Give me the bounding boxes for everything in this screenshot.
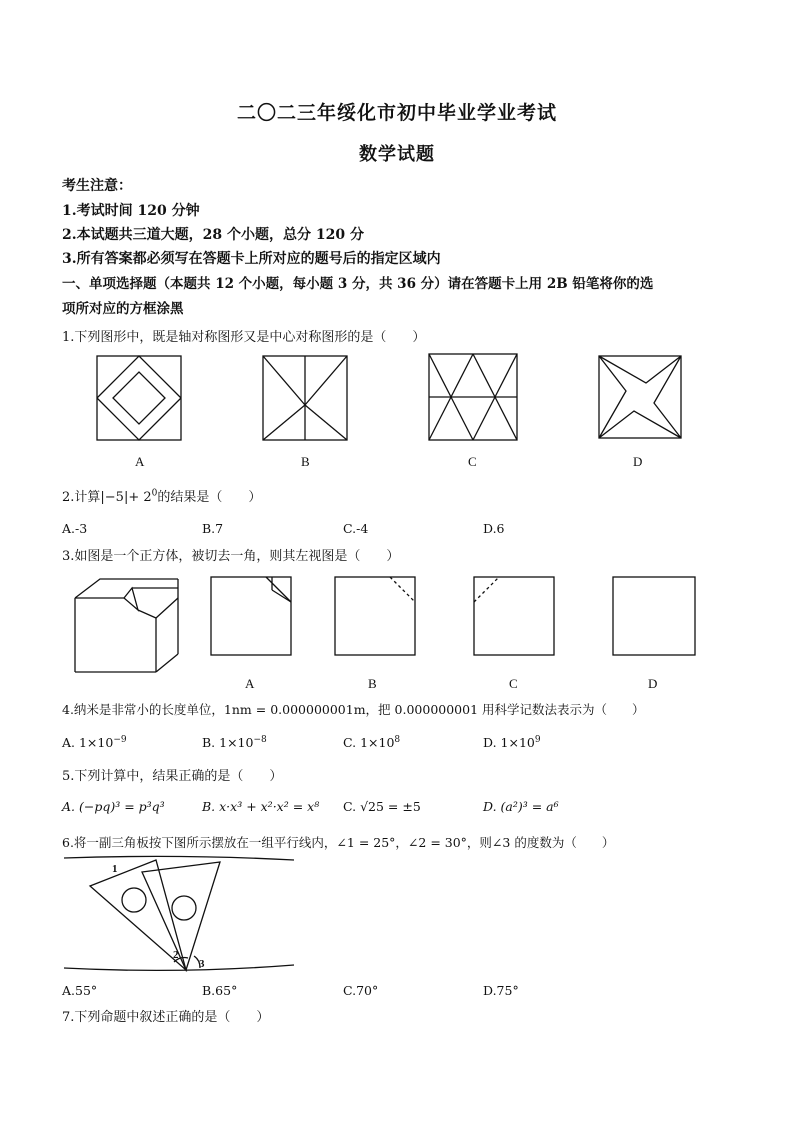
q3-text: 3.如图是一个正方体，被切去一角，则其左视图是（ ）: [62, 549, 400, 564]
q3-cube-figure: [74, 578, 184, 674]
q3-figure-d: [612, 576, 696, 656]
q3-label-b: B: [368, 676, 377, 691]
q5-text: 5.下列计算中，结果正确的是（ ）: [62, 769, 283, 784]
q1-label-b: B: [301, 454, 310, 469]
q6-angle-3-label: 3: [199, 958, 205, 970]
section1-line1: 一、单项选择题（本题共 12 个小题，每小题 3 分，共 36 分）请在答题卡上用 2B 铅笔将你的选: [62, 276, 654, 292]
section1-line2: 项所对应的方框涂黑: [62, 301, 184, 317]
q2-prefix: 2.计算: [62, 490, 101, 505]
q1-figure-b: [262, 355, 348, 441]
page-title: 二〇二三年绥化市初中毕业学业考试: [236, 102, 557, 124]
q6-angle-1-label: 1: [112, 863, 118, 875]
q4-option-c: C. $1\times 10^8$: [343, 735, 401, 751]
q2-exponent: 0: [151, 488, 158, 499]
q4-option-d: D. $1\times 10^9$: [483, 735, 541, 751]
q3-figure-a: [210, 576, 292, 656]
q6-angle-2-label: 2: [173, 949, 179, 961]
notice-heading: 考生注意：: [62, 178, 132, 194]
q1-figure-c: [428, 353, 518, 441]
q6-option-b: B.65°: [202, 983, 238, 998]
q3-label-c: C: [509, 676, 518, 691]
q1-label-a: A: [135, 454, 145, 469]
q6-option-c: C.70°: [343, 983, 379, 998]
q5-option-d: D. (a²)³ = a⁶: [483, 799, 559, 814]
notice-item-1: 1.考试时间 120 分钟: [62, 203, 200, 219]
q3-label-d: D: [648, 676, 658, 691]
q6-triangle-figure: [62, 852, 298, 976]
q2-option-b: B.7: [202, 521, 224, 536]
q3-figure-c: [473, 576, 555, 656]
q6-option-d: D.75°: [483, 983, 519, 998]
q3-label-a: A: [245, 676, 255, 691]
q4-option-a: A. $1\times 10^{-9}$: [62, 735, 127, 751]
q1-label-c: C: [468, 454, 477, 469]
q6-text: 6.将一副三角板按下图所示摆放在一组平行线内，∠1 = 25°，∠2 = 30°，则∠3 的度数为（ ）: [62, 835, 615, 850]
q1-figure-a: [96, 355, 182, 441]
q1-label-d: D: [633, 454, 643, 469]
notice-item-3: 3.所有答案都必须写在答题卡上所对应的题号后的指定区域内: [62, 251, 441, 267]
q2-expr-rest: + 2: [128, 490, 152, 505]
q5-option-a: A. (−pq)³ = p³q³: [62, 799, 165, 814]
q5-option-b: B. x·x³ + x²·x² = x⁸: [202, 799, 320, 814]
q4-option-b: B. $1\times 10^{-8}$: [202, 735, 267, 751]
q3-figure-b: [334, 576, 416, 656]
q6-option-a: A.55°: [62, 983, 98, 998]
q2-suffix: 的结果是（ ）: [157, 490, 262, 505]
q2-expr-abs: |−5|: [100, 490, 129, 505]
q2-option-a: A.-3: [62, 521, 88, 536]
q2-text: [62, 486, 261, 505]
q1-text: 1.下列图形中，既是轴对称图形又是中心对称图形的是（ ）: [62, 330, 426, 345]
q2-option-c: C.-4: [343, 521, 369, 536]
q2-option-d: D.6: [483, 521, 505, 536]
q5-option-c: C. √25 = ±5: [343, 799, 421, 814]
q4-text: 4.纳米是非常小的长度单位，1nm = 0.000000001m，把 0.000000001 用科学记数法表示为（ ）: [62, 702, 645, 717]
q7-text: 7.下列命题中叙述正确的是（ ）: [62, 1010, 270, 1025]
notice-item-2: 2.本试题共三道大题，28 个小题，总分 120 分: [62, 227, 364, 243]
q1-figure-d: [598, 355, 682, 439]
page-subtitle: 数学试题: [359, 144, 435, 165]
